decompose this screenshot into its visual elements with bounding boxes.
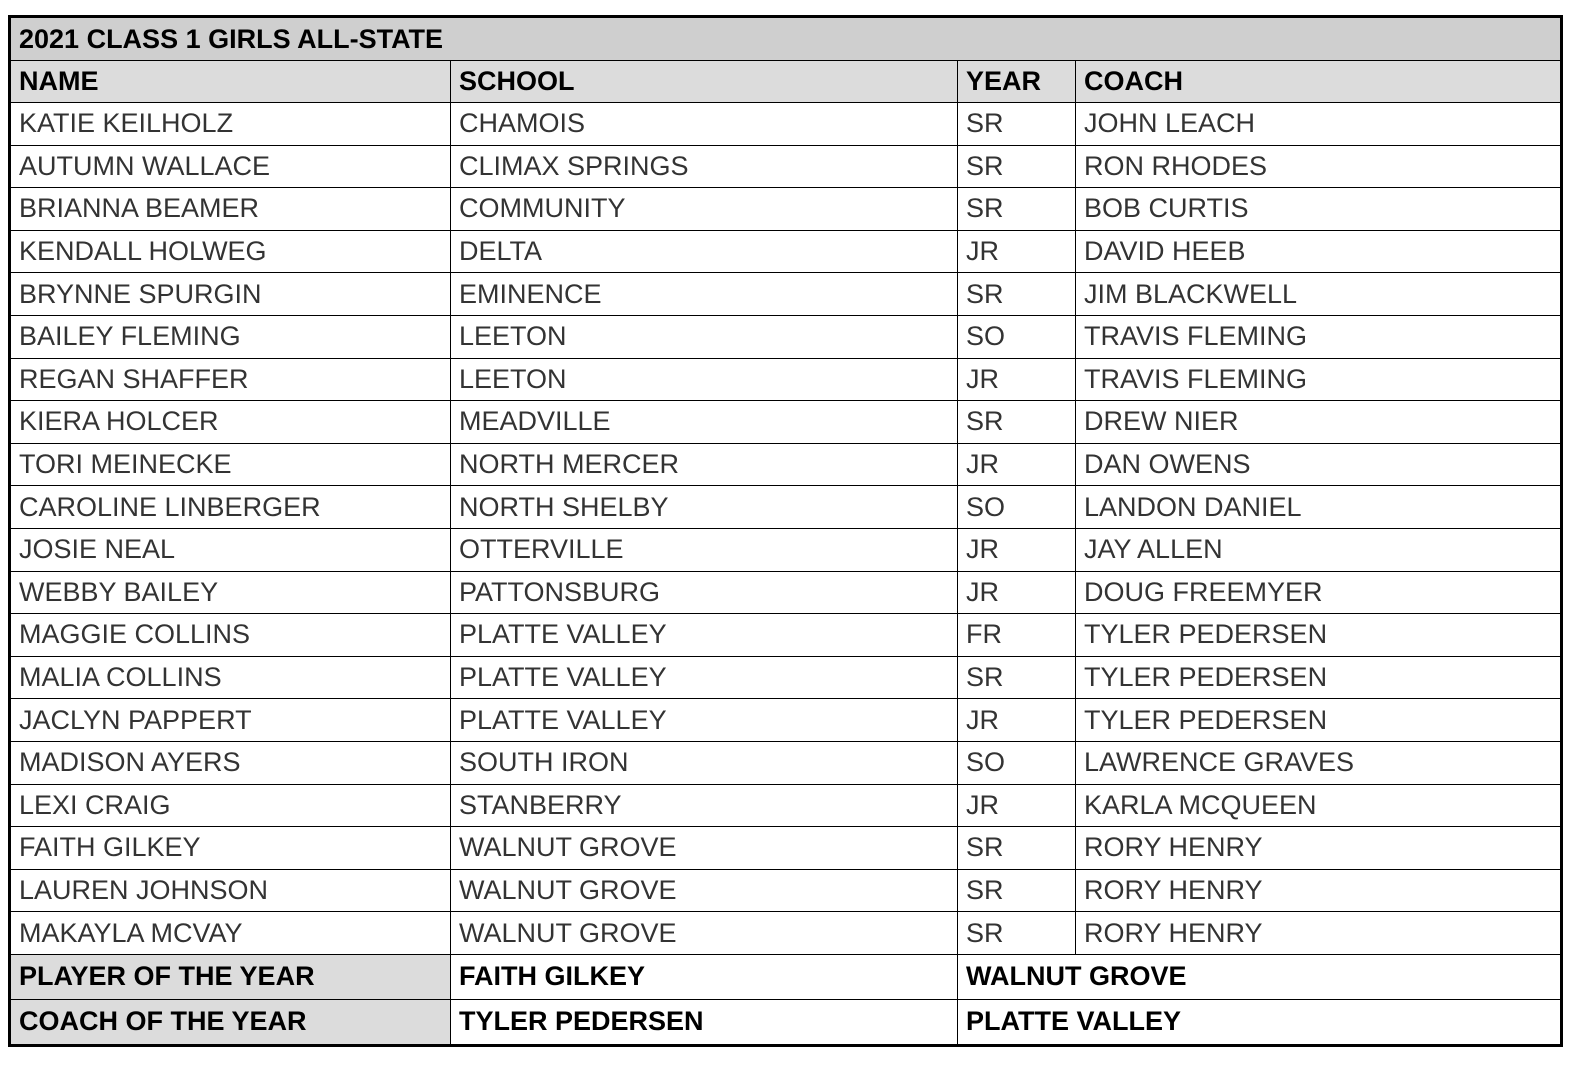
school-cell: CLIMAX SPRINGS (451, 145, 958, 188)
coach-cell: TYLER PEDERSEN (1076, 614, 1562, 657)
player-name-cell: AUTUMN WALLACE (10, 145, 451, 188)
table-row (10, 401, 1562, 444)
player-name-cell: BRIANNA BEAMER (10, 188, 451, 231)
table-row (10, 528, 1562, 571)
table-row (10, 358, 1562, 401)
table-row (10, 273, 1562, 316)
year-cell: SR (958, 103, 1076, 146)
coach-of-the-year-row (10, 999, 1562, 1045)
table-row (10, 614, 1562, 657)
table-row (10, 699, 1562, 742)
player-name-cell: JACLYN PAPPERT (10, 699, 451, 742)
player-of-the-year-school: WALNUT GROVE (958, 954, 1562, 999)
coach-cell: LAWRENCE GRAVES (1076, 741, 1562, 784)
player-name-cell: CAROLINE LINBERGER (10, 486, 451, 529)
school-cell: CHAMOIS (451, 103, 958, 146)
coach-cell: RON RHODES (1076, 145, 1562, 188)
school-cell: COMMUNITY (451, 188, 958, 231)
year-cell: SR (958, 912, 1076, 955)
year-cell: SR (958, 273, 1076, 316)
table-row (10, 571, 1562, 614)
player-of-the-year-label: PLAYER OF THE YEAR (10, 954, 451, 999)
year-cell: JR (958, 358, 1076, 401)
school-cell: PLATTE VALLEY (451, 656, 958, 699)
table-row (10, 188, 1562, 231)
school-cell: PLATTE VALLEY (451, 699, 958, 742)
player-name-cell: REGAN SHAFFER (10, 358, 451, 401)
coach-cell: KARLA MCQUEEN (1076, 784, 1562, 827)
coach-cell: RORY HENRY (1076, 869, 1562, 912)
player-name-cell: KIERA HOLCER (10, 401, 451, 444)
school-cell: DELTA (451, 230, 958, 273)
player-name-cell: LEXI CRAIG (10, 784, 451, 827)
table-row (10, 869, 1562, 912)
player-name-cell: BRYNNE SPURGIN (10, 273, 451, 316)
year-cell: SO (958, 486, 1076, 529)
school-cell: WALNUT GROVE (451, 869, 958, 912)
table-row (10, 827, 1562, 870)
name-column-header: NAME (10, 61, 451, 103)
header-row (10, 61, 1562, 103)
player-of-the-year-name: FAITH GILKEY (451, 954, 958, 999)
year-cell: JR (958, 443, 1076, 486)
year-cell: SR (958, 188, 1076, 231)
year-cell: JR (958, 571, 1076, 614)
table-row (10, 443, 1562, 486)
coach-cell: JAY ALLEN (1076, 528, 1562, 571)
table-row (10, 103, 1562, 146)
school-cell: WALNUT GROVE (451, 827, 958, 870)
player-name-cell: KATIE KEILHOLZ (10, 103, 451, 146)
coach-cell: JIM BLACKWELL (1076, 273, 1562, 316)
year-cell: SR (958, 656, 1076, 699)
all-state-table (8, 15, 1563, 1047)
school-cell: LEETON (451, 315, 958, 358)
coach-cell: RORY HENRY (1076, 912, 1562, 955)
table-row (10, 145, 1562, 188)
coach-cell: DAN OWENS (1076, 443, 1562, 486)
player-name-cell: TORI MEINECKE (10, 443, 451, 486)
school-cell: STANBERRY (451, 784, 958, 827)
player-name-cell: MALIA COLLINS (10, 656, 451, 699)
year-cell: JR (958, 784, 1076, 827)
table-row (10, 315, 1562, 358)
player-name-cell: LAUREN JOHNSON (10, 869, 451, 912)
player-name-cell: JOSIE NEAL (10, 528, 451, 571)
table-row (10, 656, 1562, 699)
table-row (10, 912, 1562, 955)
school-cell: LEETON (451, 358, 958, 401)
coach-cell: TRAVIS FLEMING (1076, 315, 1562, 358)
coach-cell: DOUG FREEMYER (1076, 571, 1562, 614)
player-name-cell: MADISON AYERS (10, 741, 451, 784)
player-name-cell: MAKAYLA MCVAY (10, 912, 451, 955)
coach-cell: TYLER PEDERSEN (1076, 656, 1562, 699)
coach-cell: JOHN LEACH (1076, 103, 1562, 146)
year-cell: JR (958, 699, 1076, 742)
player-name-cell: WEBBY BAILEY (10, 571, 451, 614)
school-cell: NORTH SHELBY (451, 486, 958, 529)
year-cell: SR (958, 827, 1076, 870)
title-row (10, 17, 1562, 61)
year-cell: SR (958, 401, 1076, 444)
year-cell: SR (958, 869, 1076, 912)
table-row (10, 741, 1562, 784)
player-name-cell: BAILEY FLEMING (10, 315, 451, 358)
player-name-cell: KENDALL HOLWEG (10, 230, 451, 273)
year-cell: SO (958, 315, 1076, 358)
coach-of-the-year-name: TYLER PEDERSEN (451, 999, 958, 1045)
year-cell: JR (958, 230, 1076, 273)
table-row (10, 486, 1562, 529)
table-title: 2021 CLASS 1 GIRLS ALL-STATE (10, 17, 1562, 61)
coach-column-header: COACH (1076, 61, 1562, 103)
player-name-cell: FAITH GILKEY (10, 827, 451, 870)
player-of-the-year-row (10, 954, 1562, 999)
school-cell: NORTH MERCER (451, 443, 958, 486)
year-column-header: YEAR (958, 61, 1076, 103)
school-cell: MEADVILLE (451, 401, 958, 444)
year-cell: SO (958, 741, 1076, 784)
coach-cell: DREW NIER (1076, 401, 1562, 444)
player-name-cell: MAGGIE COLLINS (10, 614, 451, 657)
year-cell: FR (958, 614, 1076, 657)
school-cell: EMINENCE (451, 273, 958, 316)
table-row (10, 230, 1562, 273)
school-cell: SOUTH IRON (451, 741, 958, 784)
table-row (10, 784, 1562, 827)
coach-of-the-year-label: COACH OF THE YEAR (10, 999, 451, 1045)
coach-cell: LANDON DANIEL (1076, 486, 1562, 529)
school-cell: WALNUT GROVE (451, 912, 958, 955)
coach-cell: BOB CURTIS (1076, 188, 1562, 231)
coach-cell: TRAVIS FLEMING (1076, 358, 1562, 401)
coach-of-the-year-school: PLATTE VALLEY (958, 999, 1562, 1045)
school-cell: PLATTE VALLEY (451, 614, 958, 657)
coach-cell: DAVID HEEB (1076, 230, 1562, 273)
school-cell: OTTERVILLE (451, 528, 958, 571)
coach-cell: RORY HENRY (1076, 827, 1562, 870)
coach-cell: TYLER PEDERSEN (1076, 699, 1562, 742)
school-column-header: SCHOOL (451, 61, 958, 103)
year-cell: SR (958, 145, 1076, 188)
year-cell: JR (958, 528, 1076, 571)
school-cell: PATTONSBURG (451, 571, 958, 614)
